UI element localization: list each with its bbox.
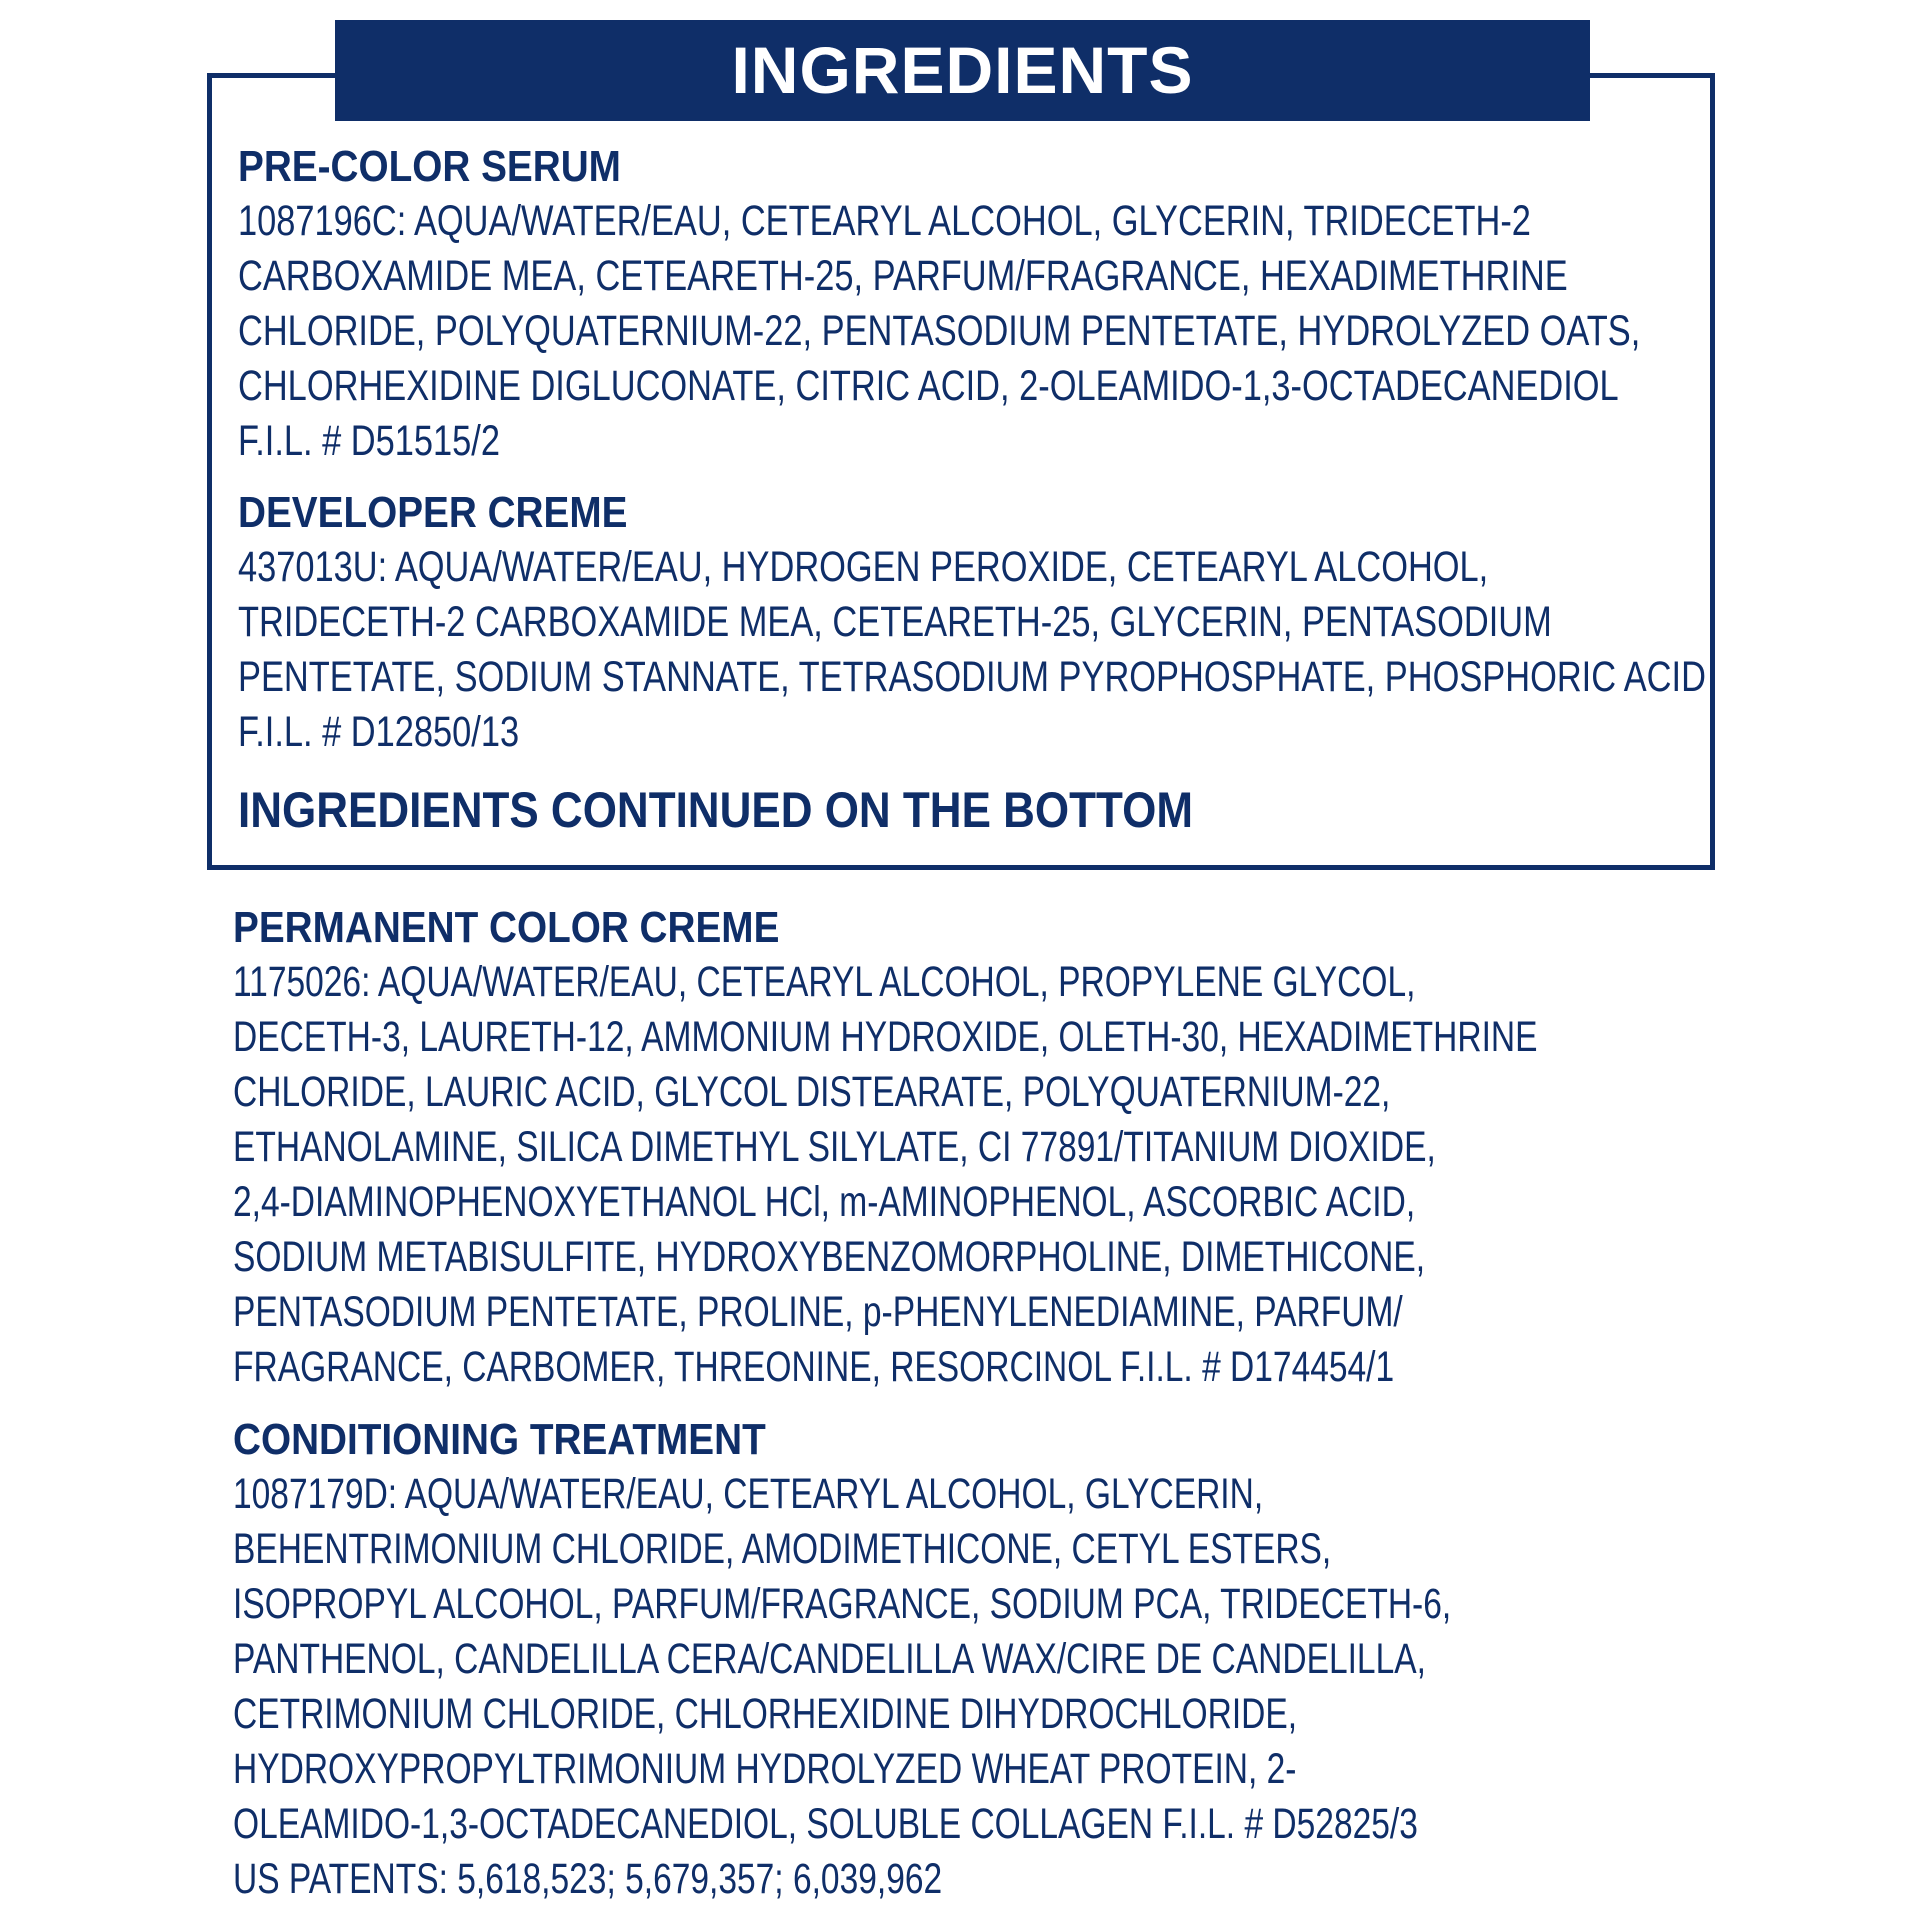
section-heading: PERMANENT COLOR CREME <box>233 903 780 952</box>
conditioning-treatment-section <box>233 1413 1795 1907</box>
ingredient-line: CHLORIDE, POLYQUATERNIUM-22, PENTASODIUM PENTETATE, HYDROLYZED OATS, <box>238 307 1641 355</box>
ingredient-line: FRAGRANCE, CARBOMER, THREONINE, RESORCINOL F.I.L. # D174454/1 <box>233 1343 1395 1391</box>
ingredient-line: PANTHENOL, CANDELILLA CERA/CANDELILLA WAX/CIRE DE CANDELILLA, <box>233 1635 1426 1683</box>
section-heading: PRE-COLOR SERUM <box>238 142 621 191</box>
ingredient-line: 1087179D: AQUA/WATER/EAU, CETEARYL ALCOHOL, GLYCERIN, <box>233 1470 1264 1518</box>
ingredient-line: F.I.L. # D51515/2 <box>238 417 500 465</box>
ingredient-line: HYDROXYPROPYLTRIMONIUM HYDROLYZED WHEAT PROTEIN, 2- <box>233 1745 1297 1793</box>
ingredient-line: DECETH-3, LAURETH-12, AMMONIUM HYDROXIDE, OLETH-30, HEXADIMETHRINE <box>233 1013 1538 1061</box>
ingredient-line: 1175026: AQUA/WATER/EAU, CETEARYL ALCOHOL, PROPYLENE GLYCOL, <box>233 958 1416 1006</box>
ingredient-line: CHLORIDE, LAURIC ACID, GLYCOL DISTEARATE, POLYQUATERNIUM-22, <box>233 1068 1391 1116</box>
ingredient-line: 2,4-DIAMINOPHENOXYETHANOL HCl, m-AMINOPHENOL, ASCORBIC ACID, <box>233 1178 1416 1226</box>
ingredient-line: CHLORHEXIDINE DIGLUCONATE, CITRIC ACID, 2-OLEAMIDO-1,3-OCTADECANEDIOL <box>238 362 1619 410</box>
ingredient-line: BEHENTRIMONIUM CHLORIDE, AMODIMETHICONE, CETYL ESTERS, <box>233 1525 1332 1573</box>
ingredient-line: ISOPROPYL ALCOHOL, PARFUM/FRAGRANCE, SODIUM PCA, TRIDECETH-6, <box>233 1580 1452 1628</box>
ingredient-line: 1087196C: AQUA/WATER/EAU, CETEARYL ALCOHOL, GLYCERIN, TRIDECETH-2 <box>238 197 1531 245</box>
developer-creme-section <box>238 486 1920 760</box>
ingredient-line: F.I.L. # D12850/13 <box>238 708 520 756</box>
section-heading: DEVELOPER CREME <box>238 488 628 537</box>
continued-note: INGREDIENTS CONTINUED ON THE BOTTOM <box>238 782 1193 838</box>
permanent-color-creme-section <box>233 901 1905 1395</box>
ingredient-line: PENTETATE, SODIUM STANNATE, TETRASODIUM PYROPHOSPHATE, PHOSPHORIC ACID <box>238 653 1706 701</box>
ingredient-line: SODIUM METABISULFITE, HYDROXYBENZOMORPHOLINE, DIMETHICONE, <box>233 1233 1426 1281</box>
ingredient-line: ETHANOLAMINE, SILICA DIMETHYL SILYLATE, CI 77891/TITANIUM DIOXIDE, <box>233 1123 1436 1171</box>
ingredient-line: 437013U: AQUA/WATER/EAU, HYDROGEN PEROXIDE, CETEARYL ALCOHOL, <box>238 543 1489 591</box>
section-heading: CONDITIONING TREATMENT <box>233 1415 766 1464</box>
ingredient-line: PENTASODIUM PENTETATE, PROLINE, p-PHENYLENEDIAMINE, PARFUM/ <box>233 1288 1403 1336</box>
ingredients-banner: INGREDIENTS <box>335 20 1590 121</box>
ingredient-line: TRIDECETH-2 CARBOXAMIDE MEA, CETEARETH-25, GLYCERIN, PENTASODIUM <box>238 598 1552 646</box>
patents-line: US PATENTS: 5,618,523; 5,679,357; 6,039,962 <box>233 1855 943 1903</box>
ingredient-line: CETRIMONIUM CHLORIDE, CHLORHEXIDINE DIHYDROCHLORIDE, <box>233 1690 1298 1738</box>
ingredient-line: CARBOXAMIDE MEA, CETEARETH-25, PARFUM/FRAGRANCE, HEXADIMETHRINE <box>238 252 1568 300</box>
pre-color-serum-section <box>238 140 1920 469</box>
ingredient-line: OLEAMIDO-1,3-OCTADECANEDIOL, SOLUBLE COLLAGEN F.I.L. # D52825/3 <box>233 1800 1418 1848</box>
